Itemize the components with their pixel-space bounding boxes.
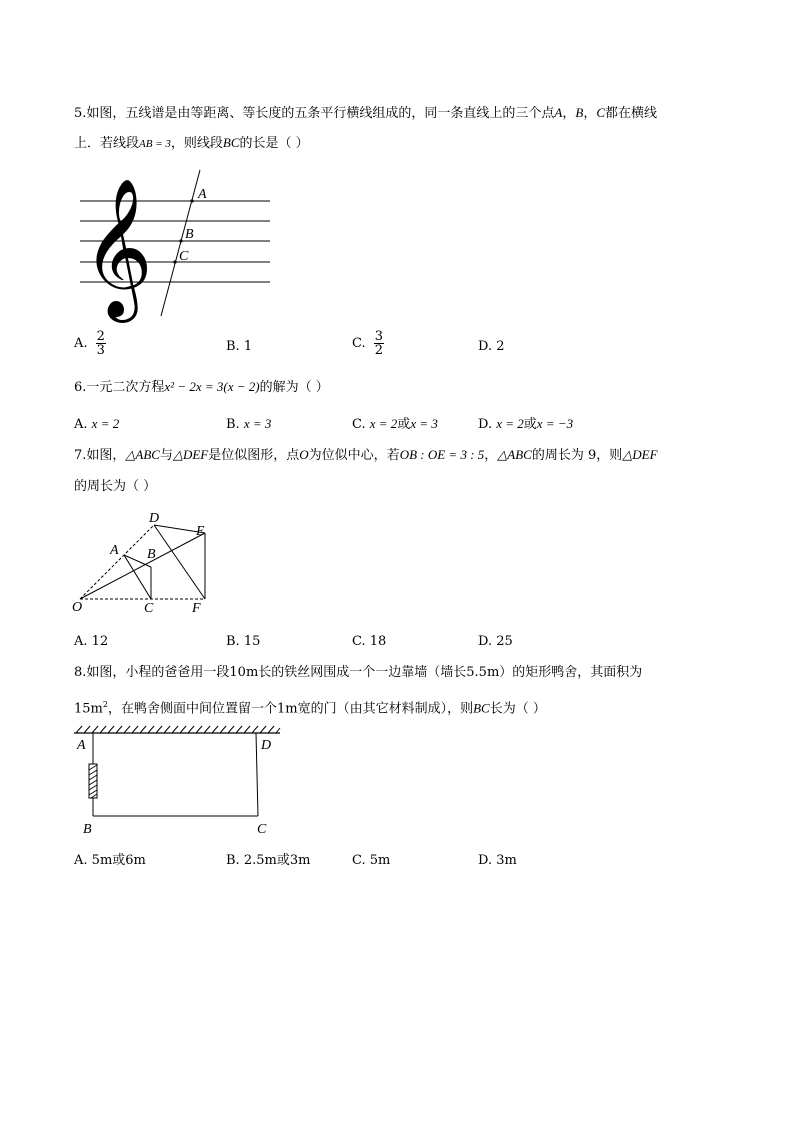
q5-stem-line1: [74, 104, 657, 123]
triangle-abc: △ABC: [497, 447, 532, 462]
option-value: 5m: [369, 853, 391, 868]
option-label: B.: [226, 853, 240, 868]
point-c: [173, 260, 176, 263]
point-a: [190, 199, 193, 202]
q6-text: 的解为（ ）: [259, 380, 329, 395]
option-value: 2.5m或3m: [243, 853, 311, 868]
q5-option-a[interactable]: [74, 330, 106, 357]
option-label: A.: [74, 634, 88, 649]
segment-bc: BC: [473, 700, 490, 716]
option-value: 12: [91, 634, 109, 649]
separator: ，: [583, 106, 597, 121]
option-label: C.: [352, 634, 366, 649]
option-label: C.: [352, 417, 366, 432]
option-value: x = 3: [243, 416, 272, 431]
q5-option-c[interactable]: [352, 330, 384, 357]
q7-text: 7.如图，: [74, 448, 126, 463]
option-label: D.: [478, 339, 493, 354]
label-e: E: [196, 524, 205, 539]
q5-text: 5.如图，五线谱是由等距离、等长度的五条平行横线组成的，同一条直线上的三个点: [74, 106, 555, 121]
q8-text: ，在鸭舍侧面中间位置留一个1m宽的门（由其它材料制成），则: [107, 701, 474, 717]
q7-text: 的周长为 9，则: [531, 448, 623, 463]
option-label: A.: [74, 417, 88, 432]
option-value: x = 2: [496, 416, 524, 431]
q8-stem-line1: [74, 664, 642, 682]
q5-stem-line2: [74, 134, 309, 153]
q6-option-c[interactable]: [352, 415, 438, 434]
q7-option-a[interactable]: [74, 633, 108, 651]
point-b: [179, 239, 182, 242]
label-d: D: [149, 511, 160, 526]
option-label: C.: [352, 336, 366, 351]
area-value: 15m: [74, 701, 103, 717]
q8-stem-line2: [74, 696, 546, 718]
option-value: x = 2: [369, 416, 398, 431]
ab-expression: AB = 3: [139, 138, 171, 150]
q6-option-d[interactable]: [478, 415, 573, 434]
superscript: 2: [102, 700, 108, 709]
transversal-line: [161, 170, 200, 316]
q6-option-b[interactable]: [226, 415, 271, 434]
q8-option-d[interactable]: [478, 852, 517, 870]
q5-text: 都在横线: [605, 106, 658, 121]
option-value: 2: [496, 339, 505, 354]
option-label: B.: [226, 417, 240, 432]
q7-homothety-figure: [70, 510, 250, 620]
label-b: B: [83, 822, 92, 837]
q5-option-d[interactable]: [478, 338, 505, 356]
label-c: C: [257, 822, 267, 837]
option-label: D.: [478, 634, 493, 649]
option-label: D.: [478, 417, 493, 432]
option-label: B.: [226, 634, 240, 649]
q7-stem-line2: [74, 478, 156, 496]
label-a: A: [198, 187, 207, 202]
wall-hatching: [76, 726, 280, 733]
option-label: D.: [478, 853, 493, 868]
option-value: 15: [243, 634, 261, 649]
q5-text: 上．若线段: [74, 136, 140, 151]
option-value: x = 3: [410, 416, 438, 431]
q7-text: 与: [159, 448, 173, 463]
option-value: 5m或6m: [91, 853, 146, 868]
triangle-def: △DEF: [622, 447, 658, 462]
point-c-label: C: [596, 105, 606, 120]
label-d: D: [261, 738, 272, 753]
or-word: 或: [523, 417, 537, 432]
fraction-two-thirds: [96, 330, 106, 357]
option-value: 25: [496, 634, 513, 649]
q6-equation: x² − 2x = 3(x − 2): [164, 379, 260, 394]
numerator: 3: [374, 329, 384, 344]
side-cd: [256, 733, 258, 816]
denominator: 2: [374, 343, 384, 358]
option-label: B.: [226, 339, 240, 354]
q8-option-a[interactable]: [74, 852, 146, 870]
q7-option-d[interactable]: [478, 633, 513, 651]
q7-option-b[interactable]: [226, 633, 260, 651]
fraction-three-halves: [374, 330, 384, 357]
label-a: A: [77, 738, 86, 753]
q8-option-c[interactable]: [352, 852, 390, 870]
option-value: 1: [243, 339, 253, 354]
q8-text: 8.如图，小程的爸爸用一段10m长的铁丝网围成一个一边靠墙（墙长5.5m）的矩形鸭舍，其面积为: [74, 665, 643, 680]
option-value: 3m: [496, 853, 517, 868]
dashed-od: [80, 525, 154, 599]
q5-text: ，则线段: [170, 136, 223, 151]
label-b: B: [185, 227, 194, 242]
option-value: x = −3: [536, 416, 574, 431]
label-c: C: [144, 601, 154, 616]
option-label: A.: [74, 853, 88, 868]
label-b: B: [147, 547, 156, 562]
line-oe: [80, 533, 205, 599]
triangle-abc: △ABC: [125, 447, 160, 462]
q7-option-c[interactable]: [352, 633, 386, 651]
ratio-expression: OB : OE = 3 : 5: [399, 447, 485, 462]
option-value: 18: [369, 634, 387, 649]
or-word: 或: [397, 417, 411, 432]
option-value: x = 2: [91, 416, 120, 431]
q8-pen-figure: [70, 724, 290, 839]
triangle-def: △DEF: [172, 447, 209, 462]
q7-text: 为位似中心，若: [308, 448, 400, 463]
label-o: O: [72, 600, 83, 615]
q5-staff-figure: [74, 170, 274, 320]
q7-text: 的周长为（ ）: [74, 479, 157, 494]
point-b-label: B: [575, 105, 584, 120]
q6-stem: [74, 378, 329, 397]
point-o: O: [299, 447, 309, 462]
label-a: A: [110, 543, 119, 558]
q6-text: 6.一元二次方程: [74, 380, 165, 395]
q8-text: 长为（ ）: [489, 701, 546, 717]
segment-bc: BC: [222, 135, 240, 150]
q7-text: 是位似图形，点: [208, 448, 300, 463]
separator: ，: [562, 106, 576, 121]
q5-option-b[interactable]: [226, 338, 252, 356]
label-f: F: [192, 601, 201, 616]
q7-text: ，: [484, 448, 498, 463]
denominator: 3: [96, 343, 105, 358]
option-label: A.: [74, 336, 88, 351]
q7-stem-line1: [74, 446, 658, 465]
treble-clef-icon: 𝄞: [82, 178, 153, 317]
numerator: 2: [96, 329, 105, 344]
q5-text: 的长是（ ）: [239, 136, 309, 151]
q8-option-b[interactable]: [226, 852, 310, 870]
q6-option-a[interactable]: [74, 415, 119, 434]
label-c: C: [179, 249, 189, 264]
option-label: C.: [352, 853, 366, 868]
point-a-label: A: [554, 105, 563, 120]
